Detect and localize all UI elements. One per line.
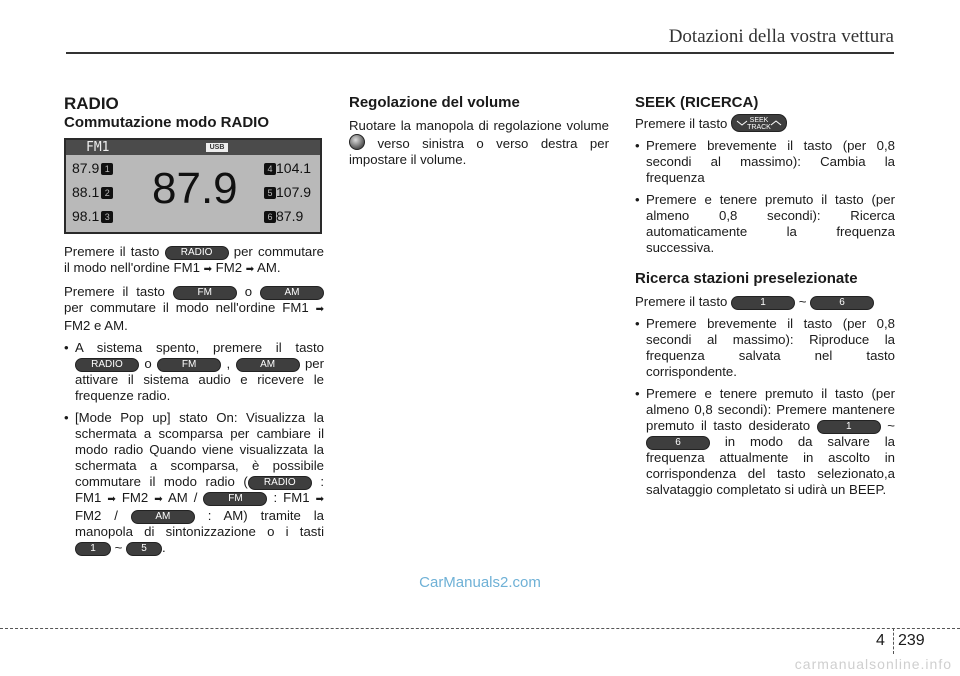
para-fm-am-keys: Premere il tasto FM o AM per commutare il modo nell'ordine FM1 ➡ FM2 e AM.	[64, 284, 325, 333]
radio-display-illustration	[64, 138, 322, 234]
arrow-icon: ➡	[245, 264, 255, 275]
bullet-list-presets	[635, 316, 895, 498]
am-key: AM	[260, 286, 324, 300]
section-title-volume: Regolazione del volume	[349, 94, 520, 111]
bullet-preset-long: • Premere e tenere premuto il tasto (per almeno 0,8 secondi): Premere mantenere premuto il tasto desiderato 1 ~ 6 in modo da salvare la frequenza attualmente in ascolto in corrispondenza del tasto selezionato,a salvataggio completato si udirà un BEEP.	[635, 386, 895, 498]
arrow-icon: ➡	[203, 264, 212, 275]
radio-key: RADIO	[248, 476, 312, 490]
bullet-seek-long: • Premere e tenere premuto il tasto (per almeno 0,8 secondi): Ricerca automaticamente la frequenza successiva.	[635, 192, 895, 256]
header-title: Dotazioni della vostra vettura	[668, 26, 894, 47]
am-key: AM	[131, 510, 195, 524]
footer-rule	[0, 628, 960, 629]
column-volume	[349, 94, 609, 174]
preset-left-3: 98.1 3	[72, 208, 113, 224]
bullet-list-seek	[635, 138, 895, 256]
preset-left-2: 88.1 2	[72, 184, 113, 200]
bullet-mode-popup: • [Mode Pop up] stato On: Visualizza la schermata a scomparsa per cambiare il modo radio Quando viene visualizzata la schermata a scomparsa, è possibile commutare il modo radio ( RADIO : FM1 ➡ FM2 ➡ AM / FM : FM1 ➡ FM2 / AM : AM) tramite la manopola di sintonizzazione o i tasti 1 ~ 5 .	[64, 410, 324, 556]
para-radio-key: Premere il tasto RADIO per commutare il modo nell'ordine FM1 ➡ FM2 ➡ AM.	[64, 244, 324, 275]
seek-track-key-icon	[731, 114, 787, 132]
display-band: FM1	[86, 140, 110, 155]
bullet-seek-short: • Premere brevemente il tasto (per 0,8 secondi al massimo): Cambia la frequenza	[635, 138, 895, 186]
section-title-radio: RADIO	[64, 94, 119, 113]
preset-right-6: 6 87.9	[262, 208, 303, 224]
display-usb-badge: USB	[206, 143, 228, 152]
preset-key-5: 5	[126, 542, 162, 556]
arrow-icon: ➡	[315, 494, 324, 505]
footer-site-watermark: carmanualsonline.info	[794, 656, 952, 672]
preset-right-4: 4 104.1	[262, 160, 311, 176]
preset-key-6: 6	[810, 296, 874, 310]
header-rule	[66, 52, 894, 54]
footer-page-number: 239	[898, 632, 925, 649]
volume-knob-icon	[349, 134, 365, 150]
bullet-preset-short: • Premere brevemente il tasto (per 0,8 secondi al massimo): Riproduce la frequenza salvata nel tasto corrispondente.	[635, 316, 895, 380]
preset-key-6: 6	[646, 436, 710, 450]
section-title-presets: Ricerca stazioni preselezionate	[635, 270, 858, 287]
radio-key: RADIO	[165, 246, 229, 260]
section-title-seek: SEEK (RICERCA)	[635, 94, 759, 111]
bullet-list-radio	[64, 340, 324, 556]
arrow-icon: ➡	[315, 304, 325, 315]
preset-key-1: 1	[731, 296, 795, 310]
column-seek	[635, 94, 895, 504]
display-frequency: 87.9	[152, 164, 238, 213]
fm-key: FM	[173, 286, 237, 300]
preset-key-1: 1	[817, 420, 881, 434]
para-volume: Ruotare la manopola di regolazione volume verso sinistra o verso destra per impostare il volume.	[349, 118, 609, 167]
footer-separator	[893, 628, 894, 654]
radio-key: RADIO	[75, 358, 139, 372]
para-preset-keys: Premere il tasto 1 ~ 6	[635, 294, 895, 310]
arrow-icon: ➡	[107, 494, 116, 505]
subtitle-mode-switch: Commutazione modo RADIO	[64, 114, 269, 131]
svg-text:SEEK: SEEK	[749, 117, 769, 124]
footer-chapter-number: 4	[876, 632, 885, 649]
column-radio	[64, 94, 324, 562]
preset-left-1: 87.9 1	[72, 160, 113, 176]
fm-key: FM	[157, 358, 221, 372]
bullet-system-off: • A sistema spento, premere il tasto RADIO o FM , AM per attivare il sistema audio e ricevere le frequenze radio.	[64, 340, 324, 404]
preset-key-1: 1	[75, 542, 111, 556]
preset-right-5: 5 107.9	[262, 184, 311, 200]
watermark-link[interactable]: CarManuals2.com	[419, 574, 541, 591]
arrow-icon: ➡	[154, 494, 163, 505]
fm-key: FM	[203, 492, 267, 506]
svg-text:TRACK: TRACK	[747, 124, 771, 131]
am-key: AM	[236, 358, 300, 372]
para-seek-key: Premere il tasto SEEK TRACK	[635, 114, 895, 132]
